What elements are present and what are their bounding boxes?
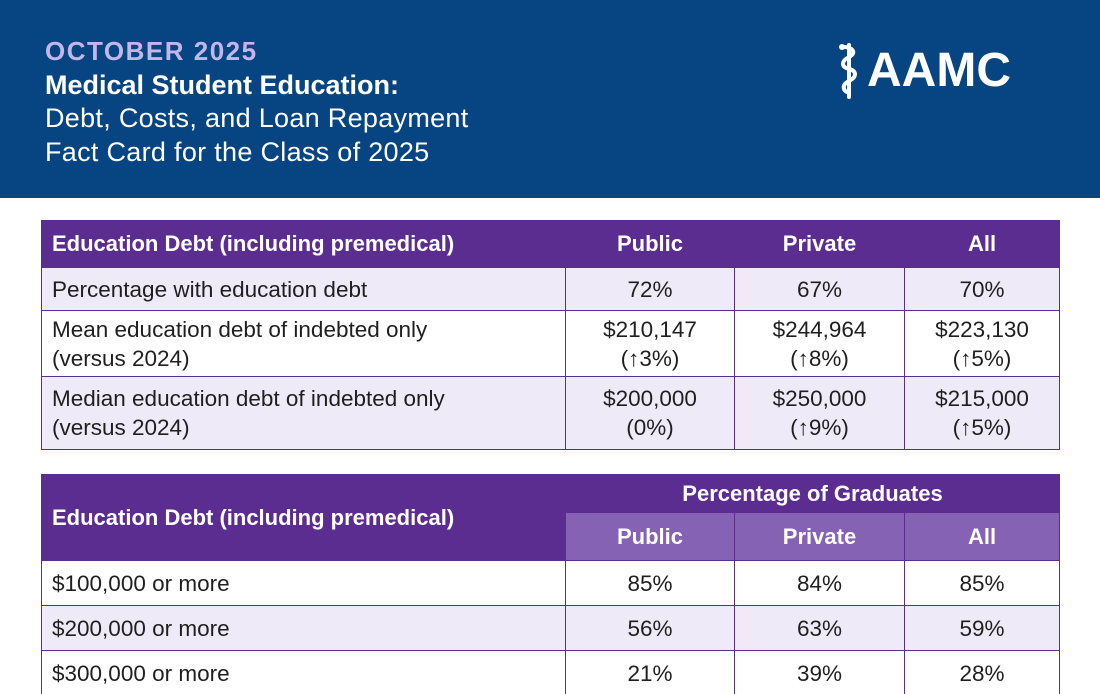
cell-change: (0%) xyxy=(626,415,674,440)
cell-value: $210,147 xyxy=(603,316,697,342)
row-label xyxy=(42,311,566,377)
table-row xyxy=(42,561,1060,606)
cell-change: (↑3%) xyxy=(620,345,680,371)
column-header-private: Private xyxy=(735,513,905,561)
debt-threshold-table xyxy=(41,474,1060,694)
column-header-all: All xyxy=(905,513,1060,561)
cell-value: $223,130 xyxy=(935,316,1029,342)
column-header-public: Public xyxy=(566,513,735,561)
aamc-logo xyxy=(835,40,1011,102)
page-subtitle-line1: Debt, Costs, and Loan Repayment xyxy=(45,103,469,133)
row-label-line1: Mean education debt of indebted only xyxy=(52,316,428,342)
cell-private: 63% xyxy=(735,606,905,651)
table-row xyxy=(42,311,1060,377)
caduceus-icon xyxy=(835,41,863,101)
cell-public xyxy=(566,311,735,377)
group-header-percentage: Percentage of Graduates xyxy=(566,475,1060,513)
cell-public: 56% xyxy=(566,606,735,651)
header-banner xyxy=(0,0,1100,198)
cell-private xyxy=(735,377,905,450)
cell-public: 72% xyxy=(566,268,735,311)
row-label: Percentage with education debt xyxy=(42,268,566,311)
cell-private: 39% xyxy=(735,651,905,694)
page-title: Medical Student Education: xyxy=(45,70,400,100)
cell-private: 84% xyxy=(735,561,905,606)
report-date: OCTOBER 2025 xyxy=(45,36,258,66)
cell-all xyxy=(905,311,1060,377)
row-label-line2: (versus 2024) xyxy=(52,345,190,371)
cell-value: $200,000 xyxy=(603,386,697,411)
cell-all: 59% xyxy=(905,606,1060,651)
cell-all: 70% xyxy=(905,268,1060,311)
table-header-row xyxy=(42,475,1060,513)
cell-change: (↑5%) xyxy=(952,415,1012,440)
column-header-category: Education Debt (including premedical) xyxy=(42,221,566,268)
cell-value: $244,964 xyxy=(772,316,867,342)
cell-public xyxy=(566,377,735,450)
cell-all: 28% xyxy=(905,651,1060,694)
cell-private: 67% xyxy=(735,268,905,311)
column-header-category: Education Debt (including premedical) xyxy=(42,475,566,561)
table-header-row xyxy=(42,221,1060,268)
row-label xyxy=(42,377,566,450)
row-label: $300,000 or more xyxy=(42,651,566,694)
column-header-all: All xyxy=(905,221,1060,268)
row-label: $100,000 or more xyxy=(42,561,566,606)
cell-change: (↑5%) xyxy=(952,345,1012,371)
table-row xyxy=(42,268,1060,311)
table-row xyxy=(42,606,1060,651)
cell-change: (↑9%) xyxy=(790,415,849,440)
cell-private xyxy=(735,311,905,377)
table-row xyxy=(42,377,1060,450)
cell-change: (↑8%) xyxy=(790,345,849,371)
page-subtitle-line2: Fact Card for the Class of 2025 xyxy=(45,137,430,167)
cell-public: 21% xyxy=(566,651,735,694)
debt-summary-table xyxy=(41,220,1060,450)
cell-value: $250,000 xyxy=(772,386,867,411)
cell-all xyxy=(905,377,1060,450)
row-label-line1: Median education debt of indebted only xyxy=(52,386,445,411)
logo-text: AAMC xyxy=(867,44,1011,97)
cell-value: $215,000 xyxy=(935,386,1029,411)
cell-all: 85% xyxy=(905,561,1060,606)
table-row xyxy=(42,651,1060,694)
column-header-public: Public xyxy=(566,221,735,268)
cell-public: 85% xyxy=(566,561,735,606)
row-label: $200,000 or more xyxy=(42,606,566,651)
row-label-line2: (versus 2024) xyxy=(52,415,190,440)
column-header-private: Private xyxy=(735,221,905,268)
